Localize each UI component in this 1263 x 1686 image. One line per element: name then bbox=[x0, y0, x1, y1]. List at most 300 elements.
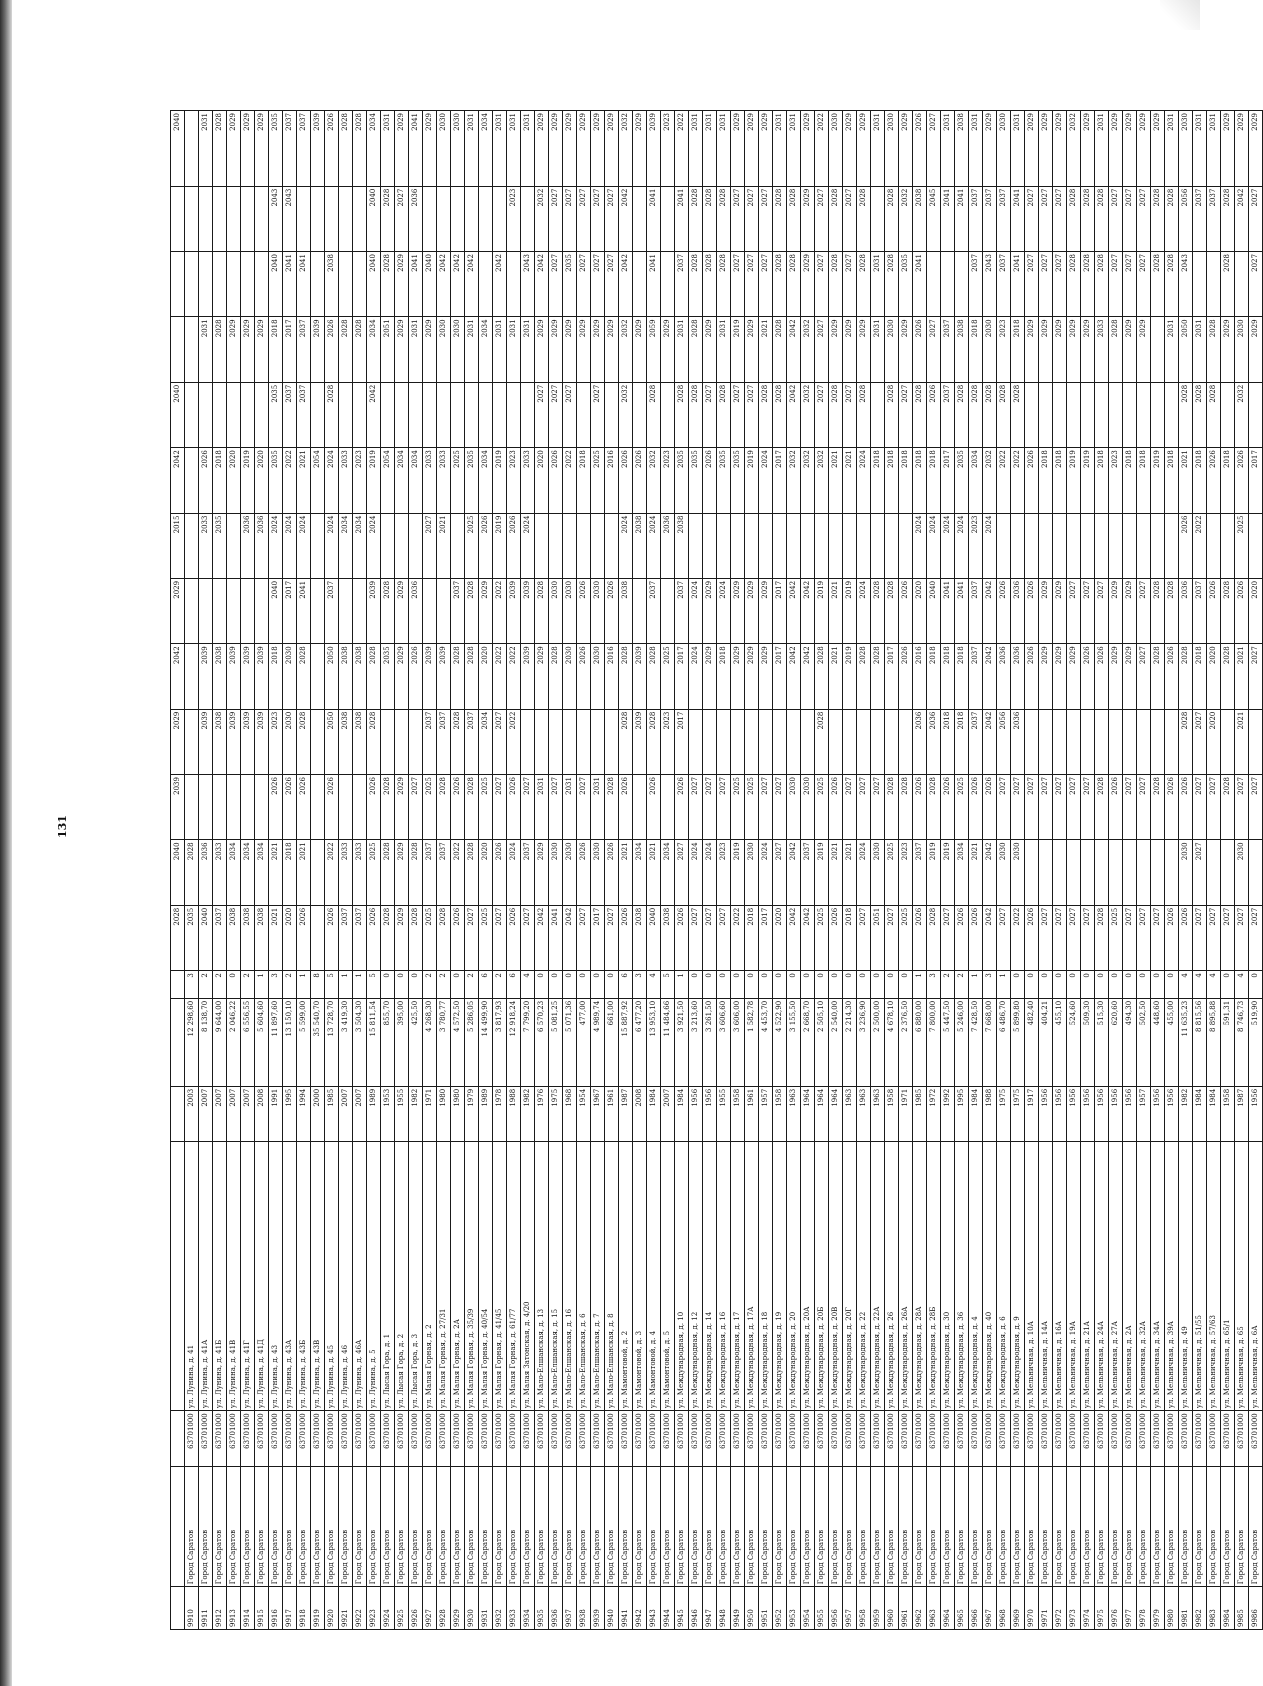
table-cell: 2054 bbox=[381, 448, 395, 513]
table-cell: 3 261,50 bbox=[703, 998, 717, 1086]
table-cell: 63701000 bbox=[703, 1411, 717, 1466]
table-cell bbox=[185, 317, 199, 382]
table-row bbox=[899, 111, 913, 1630]
table-cell: 2035 bbox=[269, 448, 283, 513]
table-cell: 2028 bbox=[913, 382, 927, 447]
table-cell: 2035 bbox=[213, 513, 227, 578]
table-cell: 2027 bbox=[773, 775, 787, 840]
table-cell: Город Саратов bbox=[507, 1466, 521, 1587]
table-cell bbox=[535, 513, 549, 578]
table-cell: 2021 bbox=[829, 840, 843, 905]
table-cell: 2041 bbox=[913, 252, 927, 317]
table-cell: 9937 bbox=[563, 1587, 577, 1630]
table-cell: 2027 bbox=[549, 382, 563, 447]
table-cell: 63701000 bbox=[451, 1411, 465, 1466]
table-cell: ул. Мамонтовой, д. 3 bbox=[633, 1142, 647, 1411]
table-cell: 2024 bbox=[689, 578, 703, 643]
table-cell: 2029 bbox=[703, 644, 717, 709]
table-row bbox=[1025, 111, 1039, 1630]
table-cell: 63701000 bbox=[1109, 1411, 1123, 1466]
table-cell: 2026 bbox=[703, 448, 717, 513]
table-cell: Город Саратов bbox=[703, 1466, 717, 1587]
table-cell: 9981 bbox=[1179, 1587, 1193, 1630]
table-cell: 2030 bbox=[437, 317, 451, 382]
table-cell: 2021 bbox=[437, 513, 451, 578]
table-cell: 4 989,74 bbox=[591, 998, 605, 1086]
table-row bbox=[255, 111, 269, 1630]
table-cell: 2022 bbox=[1193, 513, 1207, 578]
table-cell: 1994 bbox=[297, 1086, 311, 1141]
table-cell: 2026 bbox=[1207, 578, 1221, 643]
table-cell: 2028 bbox=[1151, 252, 1165, 317]
table-cell: Город Саратов bbox=[871, 1466, 885, 1587]
table-cell: 2026 bbox=[1179, 775, 1193, 840]
table-cell: 2033 bbox=[1095, 317, 1109, 382]
table-cell: 2029 bbox=[1067, 644, 1081, 709]
table-cell: Город Саратов bbox=[549, 1466, 563, 1587]
table-cell: 2042 bbox=[619, 252, 633, 317]
table-cell: 2027 bbox=[1123, 186, 1137, 251]
table-cell: 2025 bbox=[745, 775, 759, 840]
table-cell: 2029 bbox=[1039, 644, 1053, 709]
table-cell bbox=[1067, 382, 1081, 447]
table-cell: ул. Лунина, д. 43 bbox=[269, 1142, 283, 1411]
table-cell: 2026 bbox=[507, 775, 521, 840]
table-cell: 2026 bbox=[913, 775, 927, 840]
table-cell bbox=[1095, 513, 1109, 578]
table-cell bbox=[199, 578, 213, 643]
table-cell: 2029 bbox=[857, 317, 871, 382]
table-cell: 2029 bbox=[535, 111, 549, 187]
table-cell bbox=[353, 578, 367, 643]
table-cell bbox=[1221, 513, 1235, 578]
table-cell: 2028 bbox=[787, 252, 801, 317]
table-cell: 2 bbox=[493, 971, 507, 999]
table-cell: 9963 bbox=[927, 1587, 941, 1630]
table-cell: 2026 bbox=[941, 775, 955, 840]
table-cell: 2027 bbox=[493, 709, 507, 774]
table-cell: 63701000 bbox=[1179, 1411, 1193, 1466]
table-cell: 2027 bbox=[927, 317, 941, 382]
table-cell: 1956 bbox=[1151, 1086, 1165, 1141]
table-cell: 2023 bbox=[899, 840, 913, 905]
table-cell bbox=[1109, 382, 1123, 447]
table-cell: 2024 bbox=[857, 840, 871, 905]
table-cell: 2032 bbox=[899, 186, 913, 251]
table-cell: 63701000 bbox=[647, 1411, 661, 1466]
table-cell: 9928 bbox=[437, 1587, 451, 1630]
table-cell: 0 bbox=[843, 971, 857, 999]
table-cell: 2027 bbox=[815, 317, 829, 382]
table-row bbox=[941, 111, 955, 1630]
table-cell: 9949 bbox=[731, 1587, 745, 1630]
table-cell: 2029 bbox=[1025, 111, 1039, 187]
table-cell: 2039 bbox=[171, 775, 185, 840]
table-cell: 2029 bbox=[1249, 317, 1263, 382]
table-cell bbox=[381, 513, 395, 578]
table-cell bbox=[437, 578, 451, 643]
table-cell: Город Саратов bbox=[773, 1466, 787, 1587]
table-cell: Город Саратов bbox=[997, 1466, 1011, 1587]
table-cell: 9953 bbox=[787, 1587, 801, 1630]
table-cell: 1975 bbox=[1011, 1086, 1025, 1141]
table-cell: 63701000 bbox=[199, 1411, 213, 1466]
table-cell: 2029 bbox=[661, 317, 675, 382]
table-row bbox=[493, 111, 507, 1630]
table-cell: 2036 bbox=[1011, 709, 1025, 774]
table-cell: 1958 bbox=[773, 1086, 787, 1141]
table-row bbox=[521, 111, 535, 1630]
table-cell: 2027 bbox=[1235, 905, 1249, 970]
table-cell: ул. Международная, д. 16 bbox=[717, 1142, 731, 1411]
table-cell: 5 447,50 bbox=[941, 998, 955, 1086]
table-cell bbox=[171, 1142, 185, 1411]
table-cell: 2027 bbox=[997, 905, 1011, 970]
table-cell: 2030 bbox=[787, 775, 801, 840]
table-cell: 63701000 bbox=[1025, 1411, 1039, 1466]
table-cell: 2027 bbox=[1081, 905, 1095, 970]
table-cell: 2031 bbox=[773, 111, 787, 187]
table-cell: 2019 bbox=[815, 840, 829, 905]
table-cell: 63701000 bbox=[1067, 1411, 1081, 1466]
table-cell: Город Саратов bbox=[199, 1466, 213, 1587]
table-row bbox=[535, 111, 549, 1630]
table-cell bbox=[493, 382, 507, 447]
table-cell: 2040 bbox=[647, 905, 661, 970]
table-cell: Город Саратов bbox=[1081, 1466, 1095, 1587]
table-cell: 2017 bbox=[283, 317, 297, 382]
table-cell: 2029 bbox=[745, 578, 759, 643]
table-cell: 2027 bbox=[815, 252, 829, 317]
table-cell: 5 071,36 bbox=[563, 998, 577, 1086]
table-cell: 2029 bbox=[745, 317, 759, 382]
table-cell: 2030 bbox=[829, 111, 843, 187]
table-row bbox=[997, 111, 1011, 1630]
table-cell: 2030 bbox=[549, 578, 563, 643]
table-cell: 2034 bbox=[255, 840, 269, 905]
table-cell: 2026 bbox=[325, 775, 339, 840]
table-cell: 63701000 bbox=[381, 1411, 395, 1466]
table-cell: 2034 bbox=[339, 513, 353, 578]
table-cell bbox=[171, 998, 185, 1086]
table-cell: 2028 bbox=[1081, 252, 1095, 317]
table-cell: Город Саратов bbox=[787, 1466, 801, 1587]
table-cell: 2017 bbox=[773, 448, 787, 513]
table-cell: 0 bbox=[549, 971, 563, 999]
table-cell: 2027 bbox=[563, 382, 577, 447]
table-cell: 2026 bbox=[269, 775, 283, 840]
table-cell: 2017 bbox=[773, 578, 787, 643]
table-row bbox=[801, 111, 815, 1630]
table-cell bbox=[661, 382, 675, 447]
table-cell: 2026 bbox=[1165, 905, 1179, 970]
table-cell: ул. Мельничная, д. 34А bbox=[1151, 1142, 1165, 1411]
table-cell: 661,00 bbox=[605, 998, 619, 1086]
table-cell: ул. Мало-Елшанская, д. 13 bbox=[535, 1142, 549, 1411]
table-cell: 2027 bbox=[521, 775, 535, 840]
table-row bbox=[395, 111, 409, 1630]
table-cell bbox=[241, 578, 255, 643]
table-cell: 2022 bbox=[451, 840, 465, 905]
table-cell: 9948 bbox=[717, 1587, 731, 1630]
table-cell: 2024 bbox=[325, 513, 339, 578]
table-cell: Город Саратов bbox=[423, 1466, 437, 1587]
table-cell: 9924 bbox=[381, 1587, 395, 1630]
table-cell: 2037 bbox=[437, 709, 451, 774]
table-cell: 2027 bbox=[549, 775, 563, 840]
table-cell: 0 bbox=[395, 971, 409, 999]
table-cell: 2035 bbox=[717, 448, 731, 513]
table-cell: 2027 bbox=[409, 775, 423, 840]
table-row bbox=[1179, 111, 1193, 1630]
table-cell: 63701000 bbox=[395, 1411, 409, 1466]
table-cell bbox=[689, 709, 703, 774]
table-cell: 2028 bbox=[1221, 186, 1235, 251]
table-cell: 2019 bbox=[941, 840, 955, 905]
table-cell: 2026 bbox=[1235, 578, 1249, 643]
table-cell bbox=[479, 382, 493, 447]
table-cell: 2029 bbox=[843, 317, 857, 382]
table-cell: 2037 bbox=[353, 905, 367, 970]
table-cell bbox=[1165, 513, 1179, 578]
table-row bbox=[451, 111, 465, 1630]
table-cell bbox=[465, 186, 479, 251]
table-cell: 2037 bbox=[297, 317, 311, 382]
table-cell: Город Саратов bbox=[1025, 1466, 1039, 1587]
table-cell: Город Саратов bbox=[521, 1466, 535, 1587]
table-cell: 2041 bbox=[283, 252, 297, 317]
table-cell: ул. Международная, д. 40 bbox=[983, 1142, 997, 1411]
table-cell: 2024 bbox=[913, 513, 927, 578]
table-cell: 2031 bbox=[507, 111, 521, 187]
table-cell: 1957 bbox=[1137, 1086, 1151, 1141]
table-cell bbox=[745, 513, 759, 578]
table-cell: 2043 bbox=[521, 252, 535, 317]
table-cell bbox=[493, 186, 507, 251]
table-cell: 2031 bbox=[465, 317, 479, 382]
table-cell: 2043 bbox=[269, 186, 283, 251]
table-cell: 2039 bbox=[199, 644, 213, 709]
table-cell: 1957 bbox=[759, 1086, 773, 1141]
table-cell: 2030 bbox=[451, 111, 465, 187]
table-cell: 2027 bbox=[1067, 905, 1081, 970]
table-cell: 2031 bbox=[1193, 111, 1207, 187]
table-cell: 2026 bbox=[493, 840, 507, 905]
table-cell: 2028 bbox=[885, 252, 899, 317]
table-cell: 455,00 bbox=[1165, 998, 1179, 1086]
table-cell: 2020 bbox=[1207, 709, 1221, 774]
table-cell bbox=[787, 513, 801, 578]
table-cell: Город Саратов bbox=[745, 1466, 759, 1587]
table-cell: 2026 bbox=[913, 905, 927, 970]
table-cell: 63701000 bbox=[605, 1411, 619, 1466]
table-cell: 2031 bbox=[521, 317, 535, 382]
table-cell: 2027 bbox=[885, 905, 899, 970]
table-cell bbox=[423, 578, 437, 643]
table-cell bbox=[353, 382, 367, 447]
table-cell: 1984 bbox=[1207, 1086, 1221, 1141]
table-cell: 2026 bbox=[969, 775, 983, 840]
table-cell: 2040 bbox=[171, 111, 185, 187]
table-cell: 2027 bbox=[1137, 252, 1151, 317]
table-cell: 2029 bbox=[731, 644, 745, 709]
table-cell: 1975 bbox=[549, 1086, 563, 1141]
table-cell: 2029 bbox=[1109, 644, 1123, 709]
table-cell: 2018 bbox=[269, 317, 283, 382]
table-cell: 2031 bbox=[591, 775, 605, 840]
table-cell: 1979 bbox=[465, 1086, 479, 1141]
table-cell: 2027 bbox=[1109, 252, 1123, 317]
table-row bbox=[1193, 111, 1207, 1630]
table-cell: 2037 bbox=[1207, 186, 1221, 251]
table-cell bbox=[395, 709, 409, 774]
table-cell: 2033 bbox=[199, 513, 213, 578]
table-cell: ул. Мало-Елшанская, д. 6 bbox=[577, 1142, 591, 1411]
table-cell: 2026 bbox=[549, 448, 563, 513]
table-cell: 2028 bbox=[1151, 578, 1165, 643]
table-cell bbox=[353, 775, 367, 840]
table-cell: 2021 bbox=[843, 840, 857, 905]
table-cell: 2031 bbox=[675, 317, 689, 382]
table-cell: 2018 bbox=[913, 448, 927, 513]
table-cell: 1 bbox=[255, 971, 269, 999]
table-cell: 2028 bbox=[1067, 252, 1081, 317]
table-cell: Город Саратов bbox=[717, 1466, 731, 1587]
table-cell: 2029 bbox=[549, 317, 563, 382]
table-cell bbox=[857, 513, 871, 578]
table-cell: 2018 bbox=[941, 644, 955, 709]
table-cell: 1991 bbox=[269, 1086, 283, 1141]
table-cell: 2035 bbox=[381, 644, 395, 709]
table-cell bbox=[1067, 709, 1081, 774]
table-cell: 1 bbox=[353, 971, 367, 999]
table-cell: 2027 bbox=[549, 252, 563, 317]
table-cell: 63701000 bbox=[185, 1411, 199, 1466]
table-cell: 2029 bbox=[241, 111, 255, 187]
table-row bbox=[283, 111, 297, 1630]
table-cell: 2027 bbox=[577, 186, 591, 251]
table-cell: Город Саратов bbox=[1235, 1466, 1249, 1587]
table-cell: 2028 bbox=[689, 186, 703, 251]
table-cell: 2030 bbox=[997, 111, 1011, 187]
table-cell: 2027 bbox=[703, 905, 717, 970]
table-cell: 2027 bbox=[1249, 252, 1263, 317]
table-cell: 2037 bbox=[969, 186, 983, 251]
table-cell: 2018 bbox=[941, 709, 955, 774]
table-cell: 2035 bbox=[731, 448, 745, 513]
table-cell: 2029 bbox=[801, 111, 815, 187]
table-header-row bbox=[171, 111, 185, 1630]
table-cell: 2032 bbox=[619, 111, 633, 187]
table-cell: 1984 bbox=[647, 1086, 661, 1141]
table-cell bbox=[241, 186, 255, 251]
table-cell: 2028 bbox=[857, 252, 871, 317]
table-cell: 0 bbox=[1081, 971, 1095, 999]
table-cell: 2031 bbox=[969, 111, 983, 187]
table-cell: 3 155,50 bbox=[787, 998, 801, 1086]
table-cell: Город Саратов bbox=[689, 1466, 703, 1587]
table-cell: 2039 bbox=[633, 709, 647, 774]
table-cell: 3 bbox=[269, 971, 283, 999]
table-cell: 9944 bbox=[661, 1587, 675, 1630]
table-cell: 9971 bbox=[1039, 1587, 1053, 1630]
table-cell: 2018 bbox=[969, 317, 983, 382]
table-cell: Город Саратов bbox=[241, 1466, 255, 1587]
table-cell bbox=[1039, 840, 1053, 905]
table-cell: 2039 bbox=[227, 709, 241, 774]
table-row bbox=[661, 111, 675, 1630]
table-cell: 8 bbox=[311, 971, 325, 999]
table-cell: 2022 bbox=[493, 578, 507, 643]
table-cell: 2032 bbox=[619, 382, 633, 447]
table-cell: 9947 bbox=[703, 1587, 717, 1630]
table-cell: 0 bbox=[829, 971, 843, 999]
table-cell: 2028 bbox=[549, 644, 563, 709]
table-cell: Город Саратов bbox=[983, 1466, 997, 1587]
table-row bbox=[185, 111, 199, 1630]
table-cell: 2031 bbox=[521, 111, 535, 187]
table-cell: 2026 bbox=[577, 578, 591, 643]
table-cell: 2 bbox=[241, 971, 255, 999]
table-cell: 9974 bbox=[1081, 1587, 1095, 1630]
table-cell: 2026 bbox=[325, 111, 339, 187]
table-row bbox=[773, 111, 787, 1630]
table-cell: 2037 bbox=[325, 578, 339, 643]
table-cell: 9967 bbox=[983, 1587, 997, 1630]
table-cell: 2022 bbox=[493, 644, 507, 709]
table-cell: 2033 bbox=[353, 840, 367, 905]
table-row bbox=[787, 111, 801, 1630]
table-cell: 2036 bbox=[1011, 578, 1025, 643]
table-cell: 2031 bbox=[493, 111, 507, 187]
table-cell: 2028 bbox=[927, 905, 941, 970]
table-cell: 2027 bbox=[689, 905, 703, 970]
table-row bbox=[857, 111, 871, 1630]
table-cell: 9930 bbox=[465, 1587, 479, 1630]
table-cell: 2037 bbox=[941, 317, 955, 382]
table-cell: 2029 bbox=[395, 578, 409, 643]
table-cell bbox=[843, 709, 857, 774]
table-cell: 1961 bbox=[605, 1086, 619, 1141]
table-cell: 2022 bbox=[675, 111, 689, 187]
table-cell: 2028 bbox=[1151, 186, 1165, 251]
table-cell: 2025 bbox=[451, 448, 465, 513]
table-cell: 2038 bbox=[353, 644, 367, 709]
table-cell: 2041 bbox=[297, 578, 311, 643]
table-cell: 2037 bbox=[465, 709, 479, 774]
table-cell: 1961 bbox=[745, 1086, 759, 1141]
table-cell: 2027 bbox=[1123, 905, 1137, 970]
table-row bbox=[1053, 111, 1067, 1630]
table-cell: 2036 bbox=[661, 513, 675, 578]
table-cell: 2026 bbox=[619, 448, 633, 513]
table-cell: 1963 bbox=[787, 1086, 801, 1141]
table-cell bbox=[1039, 513, 1053, 578]
table-cell: 2026 bbox=[577, 840, 591, 905]
table-cell: ул. Мамонтовой, д. 2 bbox=[619, 1142, 633, 1411]
table-cell: 2034 bbox=[479, 709, 493, 774]
table-cell: 2016 bbox=[605, 644, 619, 709]
table-cell: 2032 bbox=[535, 186, 549, 251]
table-cell: 2042 bbox=[535, 252, 549, 317]
table-cell: 2018 bbox=[1095, 448, 1109, 513]
table-cell: 5 286,05 bbox=[465, 998, 479, 1086]
table-cell: 2028 bbox=[717, 382, 731, 447]
table-cell: 2037 bbox=[1193, 578, 1207, 643]
table-cell: ул. Лунина, д. 41А bbox=[199, 1142, 213, 1411]
table-cell: 1987 bbox=[1235, 1086, 1249, 1141]
table-cell: 2028 bbox=[451, 709, 465, 774]
